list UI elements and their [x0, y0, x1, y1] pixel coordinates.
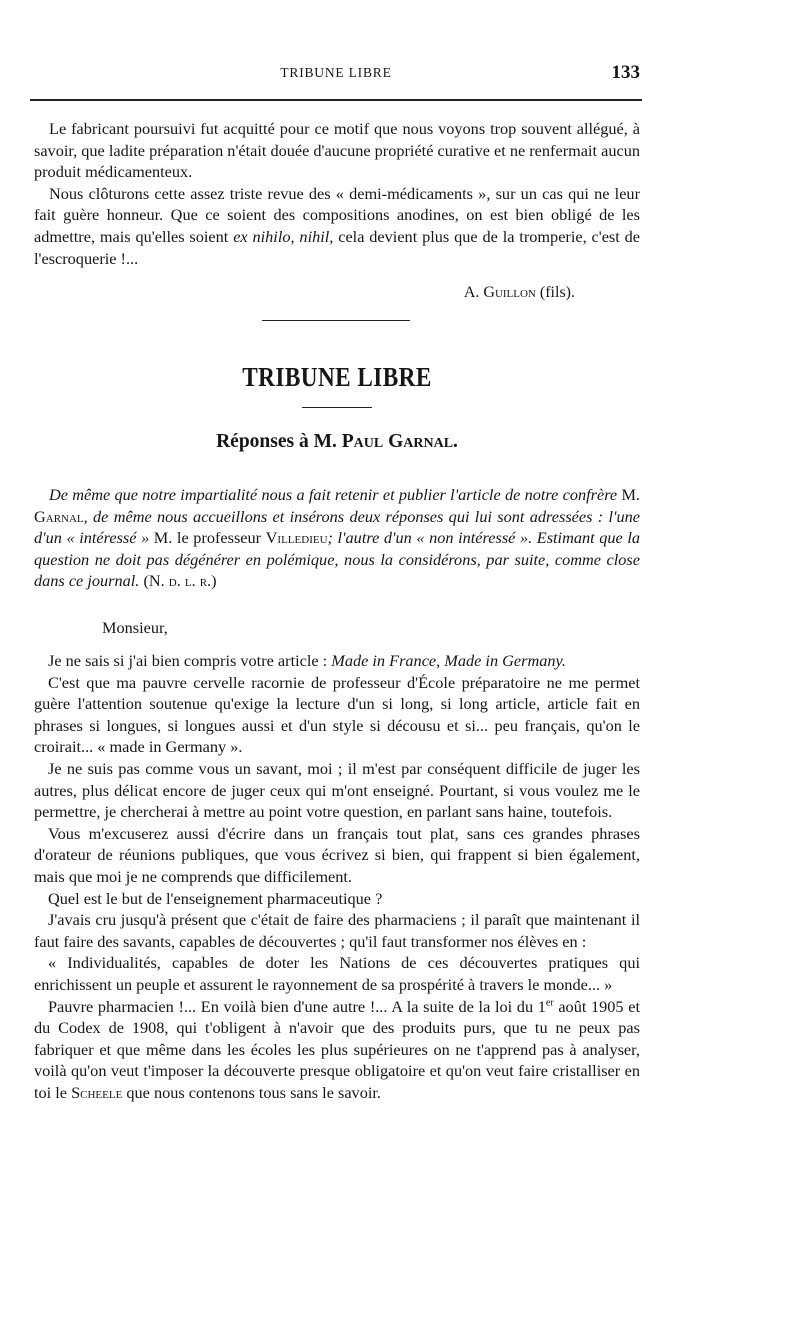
- running-title: TRIBUNE LIBRE: [280, 65, 392, 80]
- title-underline: [302, 407, 372, 408]
- paragraph: Nous clôturons cette assez triste revue des « demi-médicaments », sur un cas qui ne leur fait guère honneur. Que ce soient des compositions anodines, on est bien obligé de les admettre, mais qu'elles soient ex nihilo, nihil, cela devient plus que de la tromperie, c'est de l'escroquerie !...: [34, 183, 641, 268]
- section-divider: [262, 320, 410, 321]
- page-number: 133: [611, 62, 640, 83]
- section-title: TRIBUNE LIBRE: [242, 362, 432, 392]
- paragraph: Le fabricant poursuivi fut acquitté pour ce motif que nous voyons trop souvent allégué, à savoir, que ladite préparation n'était douée d'aucune propriété curative et ne renfermait aucun produit médicamenteux.: [34, 119, 640, 182]
- paragraph: Quel est le but de l'enseignement pharmaceutique ?: [48, 888, 383, 908]
- paragraph: « Individualités, capables de doter les Nations de ces découvertes pratiques qui enrichissent un peuple et assurent le rayonnement de sa prospérité à travers le monde... »: [34, 953, 640, 994]
- paragraph: Je ne sais si j'ai bien compris votre article : Made in France, Made in Germany.: [48, 651, 566, 670]
- letter-body: [34, 650, 640, 1103]
- paragraph: J'avais cru jusqu'à présent que c'était de faire des pharmaciens ; il paraît que maintenant il faut faire des savants, capables de découvertes ; qu'il faut transformer nos élèves en :: [34, 910, 640, 951]
- header-rule: [30, 99, 642, 101]
- page-header: [30, 62, 642, 88]
- paragraph: C'est que ma pauvre cervelle racornie de professeur d'École préparatoire ne me permet guère l'attention soutenue qu'exige la lecture d'un si long, si long article, article fait en phrases si longues, si longues aussi et d'un style si décousu et si... peu français, qu'on le croirait... « made in Germany ».: [34, 672, 640, 757]
- editor-note: [34, 484, 640, 592]
- author-signature: A. Guillon (fils).: [463, 284, 575, 301]
- letter-salutation: Monsieur,: [102, 618, 168, 637]
- paragraph: Pauvre pharmacien !... En voilà bien d'une autre !... A la suite de la loi du 1er août 1905 et du Codex de 1908, qui t'obligent à n'avoir que des produits purs, que tu ne peux pas fabriquer et que même dans les écoles les plus supérieures on ne t'apprend pas à analyser, voilà qu'on veut t'imposer la découverte presque obligatoire et qu'on veut faire cristalliser en toi le Scheele que nous contenons tous sans le savoir.: [34, 996, 640, 1102]
- previous-article-end: [34, 118, 640, 269]
- paragraph: De même que notre impartialité nous a fait retenir et publier l'article de notre confrère M. Garnal, de même nous accueillons et insérons deux réponses qui lui sont adressées : l'une d'un « intéressé » M. le professeur Villedieu; l'autre d'un « non intéressé ». Estimant que la question ne doit pas dégénérer en polémique, nous la considérons, par suite, comme close dans ce journal. (N. d. l. r.): [34, 485, 640, 591]
- paragraph: Je ne suis pas comme vous un savant, moi ; il m'est par conséquent difficile de juger les autres, plus délicat encore de juger ceux qui m'ont enseigné. Pourtant, si vous voulez me le permettre, je chercherai à mettre au point votre question, en parlant sans haine, toutefois.: [34, 758, 640, 822]
- paragraph: Vous m'excuserez aussi d'écrire dans un français tout plat, sans ces grandes phrases d'orateur de réunions publiques, que vous écrivez si bien, qui frappent si bien également, mais que moi je ne comprends que difficilement.: [34, 823, 640, 886]
- article-subtitle: Réponses à M. Paul Garnal.: [216, 431, 458, 452]
